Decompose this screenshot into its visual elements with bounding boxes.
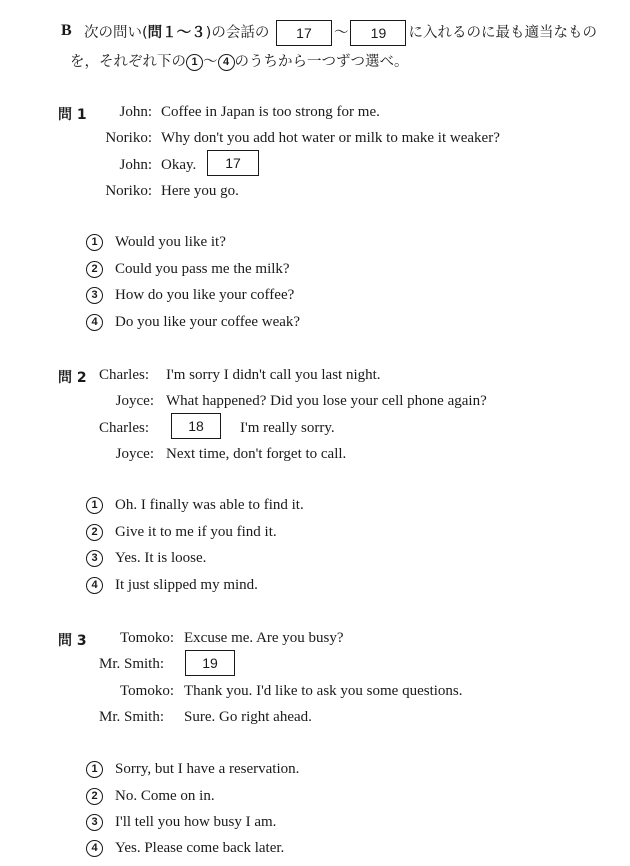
option-text: I'll tell you how busy I am. <box>115 814 277 830</box>
instruction-line-2 <box>70 50 409 71</box>
instruction-text: に入れるのに最も適当なもの <box>408 25 597 41</box>
section-label: B <box>61 22 72 39</box>
dialogue-text: What happened? Did you lose your cell phone again? <box>166 393 487 409</box>
option-2 <box>86 524 277 541</box>
option-text: Would you like it? <box>115 234 226 250</box>
blank-box-18: 18 <box>171 413 221 439</box>
option-number-icon: 4 <box>86 840 103 857</box>
option-number-icon: 3 <box>86 550 103 567</box>
dialogue-text: Okay. <box>161 157 197 173</box>
option-2 <box>86 788 215 805</box>
instruction-line-1 <box>84 20 597 46</box>
instruction-text: 次の問い( <box>84 25 148 41</box>
speaker-name: Charles: <box>99 420 149 436</box>
instruction-text: を，それぞれ下の <box>70 54 186 70</box>
option-number-icon: 3 <box>86 814 103 831</box>
speaker-name: Charles: <box>99 367 149 383</box>
dialogue-text: Here you go. <box>161 183 239 199</box>
question-label: 問 2 <box>58 370 87 386</box>
speaker-name: Joyce: <box>115 446 154 462</box>
option-circle-1-icon: 1 <box>186 54 203 71</box>
option-1 <box>86 234 226 251</box>
dialogue-text: Next time, don't forget to call. <box>166 446 347 462</box>
option-text: Sorry, but I have a reservation. <box>115 761 300 777</box>
question-label: 問 1 <box>58 107 87 123</box>
instruction-question-range: 問１〜３ <box>147 25 206 41</box>
speaker-name: John: <box>119 157 152 173</box>
option-text: Could you pass me the milk? <box>115 261 290 277</box>
instruction-text: のうちから一つずつ選べ。 <box>234 54 409 70</box>
speaker-name: Tomoko: <box>120 683 174 699</box>
option-number-icon: 1 <box>86 234 103 251</box>
option-4 <box>86 840 284 857</box>
speaker-name: John: <box>119 104 152 120</box>
option-number-icon: 3 <box>86 287 103 304</box>
option-text: Give it to me if you find it. <box>115 524 277 540</box>
option-3 <box>86 287 294 304</box>
option-1 <box>86 497 304 514</box>
dialogue-text: I'm really sorry. <box>240 420 335 436</box>
option-number-icon: 4 <box>86 577 103 594</box>
answer-box-start: 17 <box>276 20 332 46</box>
dialogue-text: Excuse me. Are you busy? <box>184 630 344 646</box>
dialogue-text: Sure. Go right ahead. <box>184 709 312 725</box>
instruction-tilde: 〜 <box>333 25 349 41</box>
dialogue-text: I'm sorry I didn't call you last night. <box>166 367 381 383</box>
instruction-text: )の会話の <box>205 25 270 41</box>
dialogue-text: Coffee in Japan is too strong for me. <box>161 104 380 120</box>
speaker-name: Mr. Smith: <box>99 656 165 672</box>
blank-box-19: 19 <box>185 650 235 676</box>
blank-box-17: 17 <box>207 150 259 176</box>
option-text: Do you like your coffee weak? <box>115 314 301 330</box>
option-text: No. Come on in. <box>115 788 215 804</box>
answer-box-end: 19 <box>350 20 406 46</box>
option-circle-4-icon: 4 <box>218 54 235 71</box>
speaker-name: Mr. Smith: <box>99 709 165 725</box>
speaker-name: Joyce: <box>115 393 154 409</box>
option-number-icon: 1 <box>86 497 103 514</box>
dialogue-text: Thank you. I'd like to ask you some questions. <box>184 683 463 699</box>
option-3 <box>86 814 276 831</box>
instruction-tilde: 〜 <box>203 54 218 70</box>
option-number-icon: 2 <box>86 524 103 541</box>
option-1 <box>86 761 299 778</box>
option-number-icon: 2 <box>86 788 103 805</box>
option-text: Yes. Please come back later. <box>115 840 285 856</box>
option-4 <box>86 314 300 331</box>
option-text: Yes. It is loose. <box>115 550 207 566</box>
option-text: How do you like your coffee? <box>115 287 295 303</box>
dialogue-text: Why don't you add hot water or milk to make it weaker? <box>161 130 500 146</box>
option-number-icon: 1 <box>86 761 103 778</box>
option-number-icon: 2 <box>86 261 103 278</box>
option-2 <box>86 261 290 278</box>
question-label: 問 3 <box>58 633 87 649</box>
speaker-name: Noriko: <box>105 183 152 199</box>
option-text: It just slipped my mind. <box>115 577 258 593</box>
option-number-icon: 4 <box>86 314 103 331</box>
option-3 <box>86 550 206 567</box>
option-4 <box>86 577 258 594</box>
speaker-name: Noriko: <box>105 130 152 146</box>
option-text: Oh. I finally was able to find it. <box>115 497 304 513</box>
speaker-name: Tomoko: <box>120 630 174 646</box>
